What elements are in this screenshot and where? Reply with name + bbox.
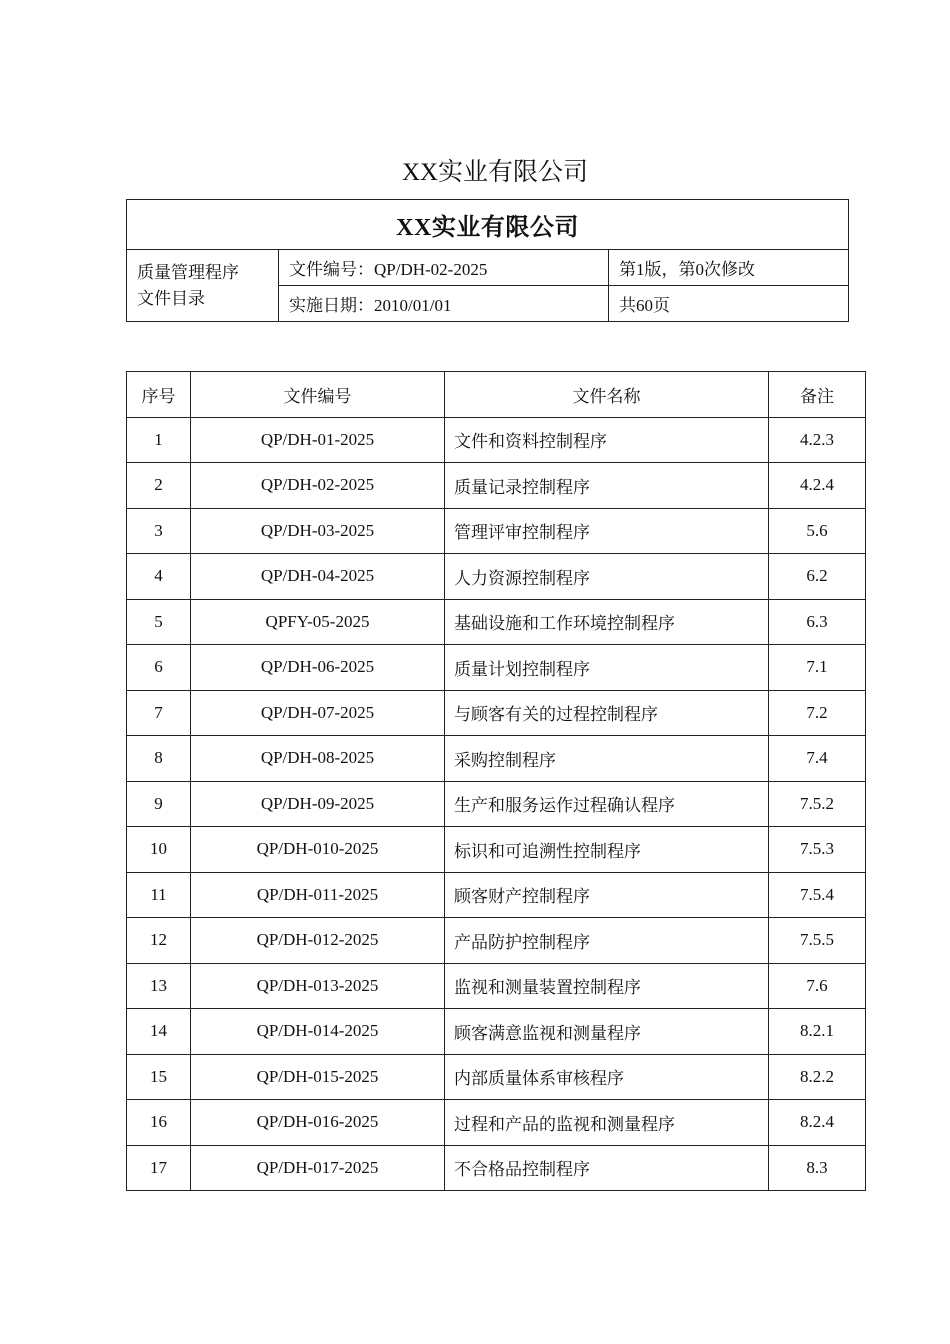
column-header-index: 序号 xyxy=(127,372,191,418)
remark-cell: 8.2.4 xyxy=(769,1100,866,1146)
doc-name-cell: 基础设施和工作环境控制程序 xyxy=(445,599,769,645)
doc-number-cell: QP/DH-06-2025 xyxy=(191,645,445,691)
index-cell: 14 xyxy=(127,1009,191,1055)
doc-number-cell: QP/DH-014-2025 xyxy=(191,1009,445,1055)
table-row xyxy=(127,736,866,782)
doc-name-cell: 顾客满意监视和测量程序 xyxy=(445,1009,769,1055)
table-row xyxy=(127,417,866,463)
index-cell: 16 xyxy=(127,1100,191,1146)
index-cell: 7 xyxy=(127,690,191,736)
doc-name-cell: 质量记录控制程序 xyxy=(445,463,769,509)
remark-cell: 5.6 xyxy=(769,508,866,554)
table-row xyxy=(127,463,866,509)
doc-name-cell: 过程和产品的监视和测量程序 xyxy=(445,1100,769,1146)
table-row xyxy=(127,554,866,600)
remark-cell: 8.2.2 xyxy=(769,1054,866,1100)
doc-name-cell: 监视和测量装置控制程序 xyxy=(445,963,769,1009)
table-header-row xyxy=(127,372,866,418)
doc-name-cell: 与顾客有关的过程控制程序 xyxy=(445,690,769,736)
table-row xyxy=(127,508,866,554)
remark-cell: 6.3 xyxy=(769,599,866,645)
remark-cell: 8.3 xyxy=(769,1145,866,1191)
table-row xyxy=(127,1054,866,1100)
document-list-table xyxy=(126,371,866,1191)
table-row xyxy=(127,827,866,873)
doc-name-cell: 人力资源控制程序 xyxy=(445,554,769,600)
doc-number-cell: QP/DH-08-2025 xyxy=(191,736,445,782)
index-cell: 4 xyxy=(127,554,191,600)
doc-name-cell: 质量计划控制程序 xyxy=(445,645,769,691)
document-type-line-2: 文件目录 xyxy=(137,288,205,308)
doc-number-cell: QP/DH-07-2025 xyxy=(191,690,445,736)
remark-cell: 7.5.5 xyxy=(769,918,866,964)
column-header-doc-number: 文件编号 xyxy=(191,372,445,418)
index-cell: 3 xyxy=(127,508,191,554)
doc-number-cell: QP/DH-012-2025 xyxy=(191,918,445,964)
effective-date: 实施日期：2010/01/01 xyxy=(279,286,609,322)
remark-cell: 4.2.3 xyxy=(769,417,866,463)
doc-number-cell: QP/DH-011-2025 xyxy=(191,872,445,918)
doc-name-cell: 生产和服务运作过程确认程序 xyxy=(445,781,769,827)
document-type-line-1: 质量管理程序 xyxy=(137,262,239,282)
doc-number-cell: QP/DH-015-2025 xyxy=(191,1054,445,1100)
document-header-table xyxy=(126,199,849,322)
doc-number-cell: QPFY-05-2025 xyxy=(191,599,445,645)
page-heading: XX实业有限公司 xyxy=(401,159,589,186)
doc-name-cell: 采购控制程序 xyxy=(445,736,769,782)
table-row xyxy=(127,645,866,691)
table-row xyxy=(127,1145,866,1191)
table-body xyxy=(127,417,866,1191)
doc-number-cell: QP/DH-04-2025 xyxy=(191,554,445,600)
remark-cell: 7.6 xyxy=(769,963,866,1009)
remark-cell: 7.5.2 xyxy=(769,781,866,827)
index-cell: 1 xyxy=(127,417,191,463)
index-cell: 17 xyxy=(127,1145,191,1191)
doc-number-cell: QP/DH-016-2025 xyxy=(191,1100,445,1146)
doc-name-cell: 顾客财产控制程序 xyxy=(445,872,769,918)
index-cell: 15 xyxy=(127,1054,191,1100)
remark-cell: 7.4 xyxy=(769,736,866,782)
index-cell: 6 xyxy=(127,645,191,691)
column-header-doc-name: 文件名称 xyxy=(445,372,769,418)
doc-name-cell: 不合格品控制程序 xyxy=(445,1145,769,1191)
doc-number-cell: QP/DH-03-2025 xyxy=(191,508,445,554)
remark-cell: 7.1 xyxy=(769,645,866,691)
table-row xyxy=(127,690,866,736)
column-header-remark: 备注 xyxy=(769,372,866,418)
table-row xyxy=(127,872,866,918)
table-row xyxy=(127,963,866,1009)
doc-name-cell: 内部质量体系审核程序 xyxy=(445,1054,769,1100)
index-cell: 11 xyxy=(127,872,191,918)
doc-number-cell: QP/DH-013-2025 xyxy=(191,963,445,1009)
remark-cell: 4.2.4 xyxy=(769,463,866,509)
table-row xyxy=(127,918,866,964)
doc-number-cell: QP/DH-010-2025 xyxy=(191,827,445,873)
table-row xyxy=(127,599,866,645)
index-cell: 12 xyxy=(127,918,191,964)
doc-name-cell: 管理评审控制程序 xyxy=(445,508,769,554)
doc-name-cell: 文件和资料控制程序 xyxy=(445,417,769,463)
doc-number-cell: QP/DH-017-2025 xyxy=(191,1145,445,1191)
index-cell: 13 xyxy=(127,963,191,1009)
edition-info: 第1版，第0次修改 xyxy=(609,250,849,286)
doc-number-cell: QP/DH-09-2025 xyxy=(191,781,445,827)
doc-number-cell: QP/DH-02-2025 xyxy=(191,463,445,509)
index-cell: 2 xyxy=(127,463,191,509)
index-cell: 10 xyxy=(127,827,191,873)
doc-name-cell: 标识和可追溯性控制程序 xyxy=(445,827,769,873)
document-type xyxy=(127,250,279,322)
document-number: 文件编号：QP/DH-02-2025 xyxy=(279,250,609,286)
doc-number-cell: QP/DH-01-2025 xyxy=(191,417,445,463)
index-cell: 8 xyxy=(127,736,191,782)
doc-name-cell: 产品防护控制程序 xyxy=(445,918,769,964)
remark-cell: 7.2 xyxy=(769,690,866,736)
table-row xyxy=(127,1100,866,1146)
remark-cell: 8.2.1 xyxy=(769,1009,866,1055)
remark-cell: 6.2 xyxy=(769,554,866,600)
index-cell: 5 xyxy=(127,599,191,645)
total-pages: 共60页 xyxy=(609,286,849,322)
remark-cell: 7.5.3 xyxy=(769,827,866,873)
remark-cell: 7.5.4 xyxy=(769,872,866,918)
table-row xyxy=(127,1009,866,1055)
company-title: XX实业有限公司 xyxy=(127,200,849,250)
table-row xyxy=(127,781,866,827)
index-cell: 9 xyxy=(127,781,191,827)
